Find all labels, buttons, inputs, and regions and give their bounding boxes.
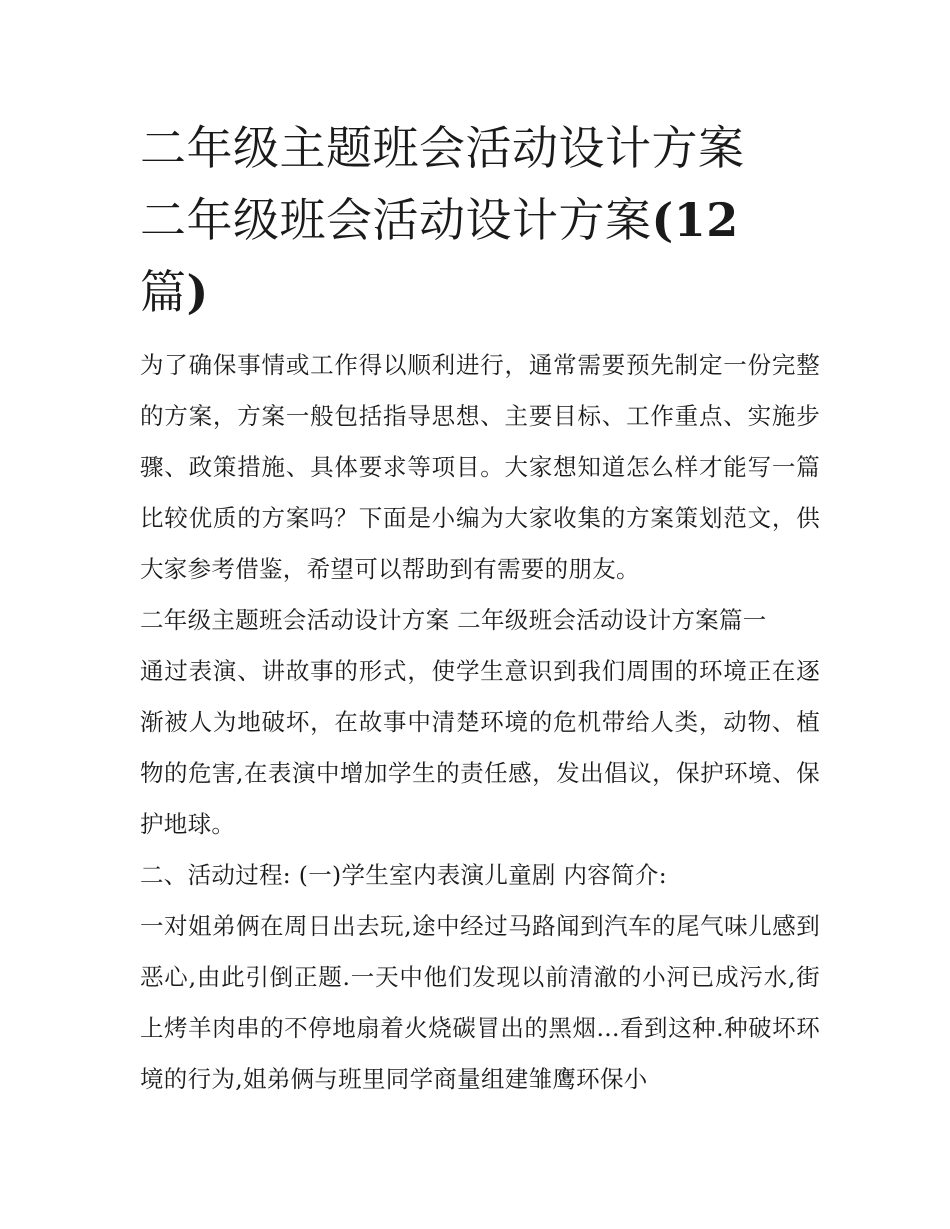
- intro-paragraph: 为了确保事情或工作得以顺利进行，通常需要预先制定一份完整的方案，方案一般包括指导思想、主要目标、工作重点、实施步骤、政策措施、具体要求等项目。大家想知道怎么样才能写一篇比较优质的方案吗？下面是小编为大家收集的方案策划范文，供大家参考借鉴，希望可以帮助到有需要的朋友。: [140, 351, 820, 583]
- title-line-1: 二年级主题班会活动设计方案: [140, 121, 745, 175]
- title-line-3-suffix: ): [186, 265, 209, 319]
- document-title: [140, 112, 820, 328]
- document-page: [140, 112, 820, 1105]
- story-paragraph: 一对姐弟俩在周日出去玩,途中经过马路闻到汽车的尾气味儿感到恶心,由此引倒正题.一天中他们发现以前清澈的小河已成污水,街上烤羊肉串的不停地扇着火烧碳冒出的黑烟...看到这种.种破坏环境的行为,姐弟俩与班里同学商量组建雏鹰环保小: [140, 912, 820, 1093]
- section-heading: 二年级主题班会活动设计方案 二年级班会活动设计方案篇一: [140, 606, 767, 634]
- title-line-3: 篇: [140, 265, 187, 319]
- title-line-2: 二年级班会活动设计方案: [140, 193, 652, 247]
- purpose-paragraph: 通过表演、讲故事的形式，使学生意识到我们周围的环境正在逐渐被人为地破坏，在故事中清楚环境的危机带给人类，动物、植物的危害,在表演中增加学生的责任感，发出倡议，保护环境、保护地球。: [140, 657, 820, 838]
- title-line-2-suffix: (12: [651, 193, 739, 247]
- activity-process-heading: 二、活动过程: (一)学生室内表演儿童剧 内容简介:: [140, 861, 667, 889]
